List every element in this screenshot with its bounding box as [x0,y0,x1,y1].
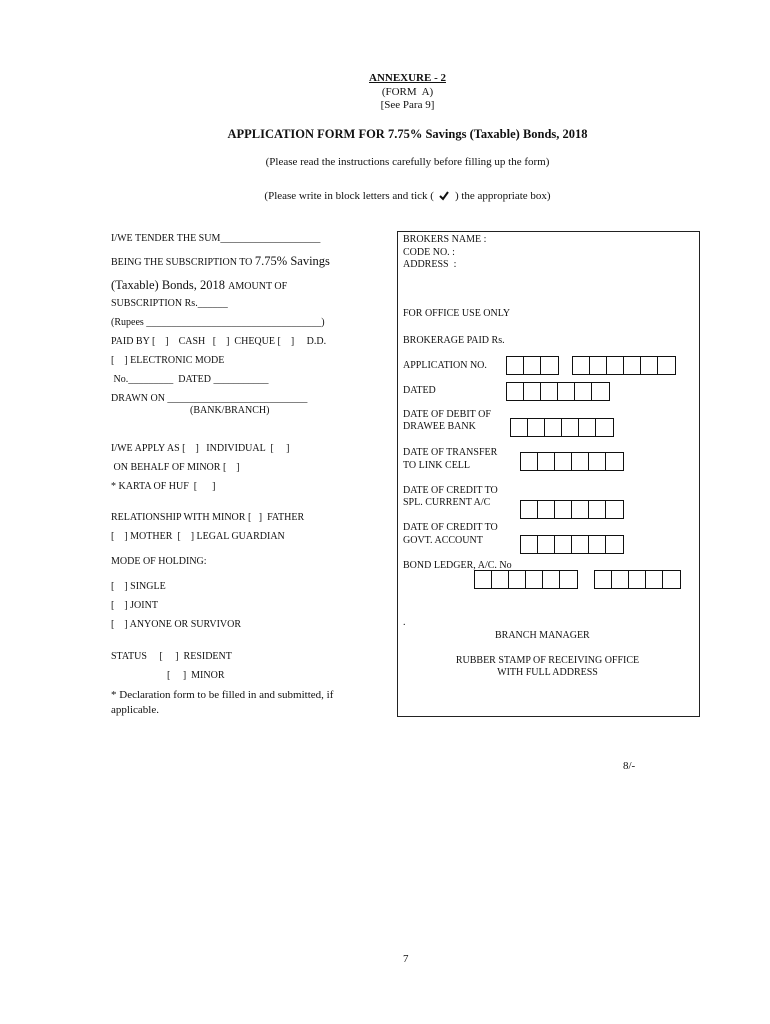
mode-of-holding-label: MODE OF HOLDING: [111,556,207,567]
bank-branch-label: (BANK/BRANCH) [190,405,270,416]
continued-marker: 8/- [623,760,636,772]
code-no-label: CODE NO. : [403,247,455,258]
application-no-boxes-b [572,356,676,375]
credit-spl-boxes [520,500,624,519]
credit-spl-label-1: DATE OF CREDIT TO [403,485,498,496]
transfer-date-label-1: DATE OF TRANSFER [403,447,498,458]
signature-dot: . [403,617,406,628]
credit-govt-boxes [520,535,624,554]
tender-sum-line: I/WE TENDER THE SUM____________________ [111,233,321,244]
behalf-minor-line: ON BEHALF OF MINOR [ ] [111,462,240,473]
form-label: (FORM A) [381,86,434,98]
bond-ledger-boxes-b [594,570,681,589]
bond-ledger-boxes-a [474,570,578,589]
holding-anyone-survivor: [ ] ANYONE OR SURVIVOR [111,619,242,630]
debit-date-label-1: DATE OF DEBIT OF [403,409,491,420]
paid-by-line: PAID BY [ ] CASH [ ] CHEQUE [ ] D.D. [111,336,327,347]
page-number: 7 [403,953,409,965]
para-reference: [See Para 9] [380,99,435,111]
dated-label: DATED [403,385,436,396]
instruction-pre: (Please write in block letters and tick ( [264,190,434,202]
apply-as-line: I/WE APPLY AS [ ] INDIVIDUAL [ ] [111,443,290,454]
being-subscription-text: BEING THE SUBSCRIPTION TO [111,257,255,268]
brokerage-paid-label: BROKERAGE PAID Rs. [403,335,505,346]
mother-guardian-line: [ ] MOTHER [ ] LEGAL GUARDIAN [111,531,285,542]
application-no-label: APPLICATION NO. [403,360,487,371]
instruction-post: ) the appropriate box) [454,190,551,202]
branch-manager-label: BRANCH MANAGER [495,630,590,641]
transfer-date-label-2: TO LINK CELL [403,460,471,471]
debit-date-label-2: DRAWEE BANK [403,421,476,432]
subscription-to-line [111,252,330,270]
amount-of-text: AMOUNT OF [228,281,288,292]
transfer-date-boxes [520,452,624,471]
relationship-line: RELATIONSHIP WITH MINOR [ ] FATHER [111,512,305,523]
application-no-boxes-a [506,356,559,375]
bond-name-text: (Taxable) Bonds, 2018 [111,278,229,292]
instruction-read: (Please read the instructions carefully before filling up the form) [265,156,550,168]
subscription-amount-line: SUBSCRIPTION Rs.______ [111,298,228,309]
number-dated-line: No._________ DATED ___________ [111,374,269,385]
instruction-block-letters [0,190,770,202]
credit-spl-label-2: SPL. CURRENT A/C [403,497,491,508]
annexure-heading: ANNEXURE - 2 [369,72,446,84]
brokers-name-label: BROKERS NAME : [403,234,487,245]
bond-ledger-label: BOND LEDGER, A/C. No [403,560,512,571]
dated-boxes [506,382,610,401]
stamp-label-1: RUBBER STAMP OF RECEIVING OFFICE [455,655,640,666]
address-label: ADDRESS : [403,259,457,270]
bond-rate-text: 7.75% Savings [254,254,330,268]
karta-huf-line: * KARTA OF HUF [ ] [111,481,216,492]
checkmark-icon [439,191,449,201]
electronic-mode-line: [ ] ELECTRONIC MODE [111,355,225,366]
credit-govt-label-2: GOVT. ACCOUNT [403,535,483,546]
form-title: APPLICATION FORM FOR 7.75% Savings (Taxable) Bonds, 2018 [227,127,588,141]
stamp-label-2: WITH FULL ADDRESS [497,667,598,678]
declaration-note-line2: applicable. [111,704,159,716]
rupees-line: (Rupees ___________________________________) [111,317,325,328]
debit-date-boxes [510,418,614,437]
holding-single: [ ] SINGLE [111,581,166,592]
office-use-panel [397,231,700,717]
declaration-note-line1: * Declaration form to be filled in and submitted, if [111,689,334,701]
office-use-heading: FOR OFFICE USE ONLY [403,308,511,319]
holding-joint: [ ] JOINT [111,600,158,611]
bond-name-line [111,276,287,294]
drawn-on-line: DRAWN ON ____________________________ [111,393,308,404]
credit-govt-label-1: DATE OF CREDIT TO [403,522,498,533]
status-minor-line: [ ] MINOR [167,670,225,681]
status-resident-line: STATUS [ ] RESIDENT [111,651,232,662]
